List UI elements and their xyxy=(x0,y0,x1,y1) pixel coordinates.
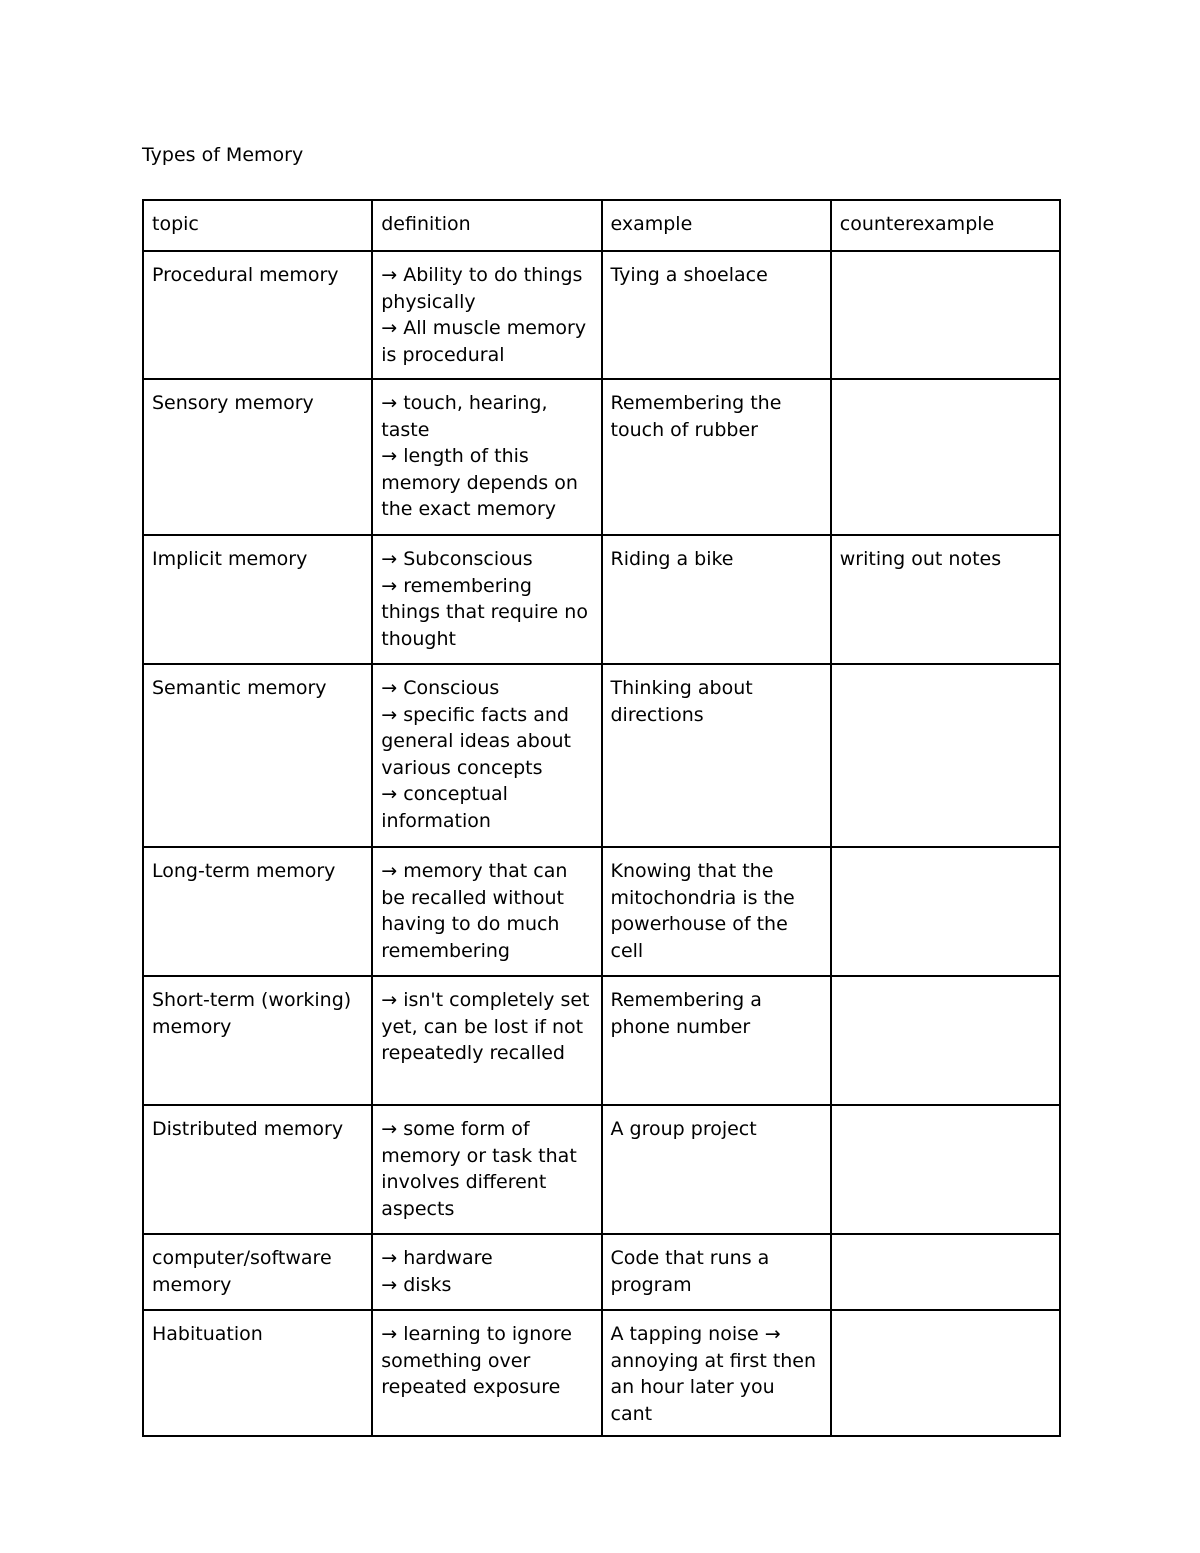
page-title: Types of Memory xyxy=(142,144,304,166)
memory-types-table xyxy=(142,199,1061,1437)
table-row xyxy=(143,535,1060,664)
counterexample-cell xyxy=(831,976,1060,1105)
definition-cell: → Ability to do things physically → All muscle memory is procedural xyxy=(372,251,601,379)
topic-cell: Long-term memory xyxy=(143,847,372,976)
example-cell: A tapping noise → annoying at first then an hour later you cant xyxy=(602,1310,831,1436)
example-cell: Riding a bike xyxy=(602,535,831,664)
counterexample-cell xyxy=(831,847,1060,976)
definition-cell: → touch, hearing, taste → length of this memory depends on the exact memory xyxy=(372,379,601,535)
example-cell: Tying a shoelace xyxy=(602,251,831,379)
header-topic: topic xyxy=(143,200,372,251)
example-cell: Remembering a phone number xyxy=(602,976,831,1105)
topic-cell: Implicit memory xyxy=(143,535,372,664)
table-row xyxy=(143,847,1060,976)
definition-cell: → learning to ignore something over repeated exposure xyxy=(372,1310,601,1436)
topic-cell: Semantic memory xyxy=(143,664,372,847)
table-row xyxy=(143,1234,1060,1310)
counterexample-cell xyxy=(831,1310,1060,1436)
counterexample-cell xyxy=(831,1105,1060,1234)
table-row xyxy=(143,1105,1060,1234)
counterexample-cell: writing out notes xyxy=(831,535,1060,664)
definition-cell: → Conscious → specific facts and general ideas about various concepts → conceptual information xyxy=(372,664,601,847)
definition-cell: → hardware → disks xyxy=(372,1234,601,1310)
header-definition: definition xyxy=(372,200,601,251)
example-cell: Knowing that the mitochondria is the powerhouse of the cell xyxy=(602,847,831,976)
table-header-row xyxy=(143,200,1060,251)
definition-cell: → Subconscious → remembering things that require no thought xyxy=(372,535,601,664)
table-row xyxy=(143,976,1060,1105)
counterexample-cell xyxy=(831,379,1060,535)
definition-cell: → isn't completely set yet, can be lost if not repeatedly recalled xyxy=(372,976,601,1105)
table-row xyxy=(143,1310,1060,1436)
example-cell: Code that runs a program xyxy=(602,1234,831,1310)
topic-cell: Habituation xyxy=(143,1310,372,1436)
example-cell: A group project xyxy=(602,1105,831,1234)
counterexample-cell xyxy=(831,664,1060,847)
topic-cell: Short-term (working) memory xyxy=(143,976,372,1105)
table-row xyxy=(143,664,1060,847)
table-row xyxy=(143,379,1060,535)
topic-cell: Distributed memory xyxy=(143,1105,372,1234)
counterexample-cell xyxy=(831,251,1060,379)
table-row xyxy=(143,251,1060,379)
definition-cell: → some form of memory or task that involves different aspects xyxy=(372,1105,601,1234)
counterexample-cell xyxy=(831,1234,1060,1310)
example-cell: Remembering the touch of rubber xyxy=(602,379,831,535)
example-cell: Thinking about directions xyxy=(602,664,831,847)
topic-cell: Sensory memory xyxy=(143,379,372,535)
definition-cell: → memory that can be recalled without having to do much remembering xyxy=(372,847,601,976)
header-example: example xyxy=(602,200,831,251)
topic-cell: Procedural memory xyxy=(143,251,372,379)
header-counterexample: counterexample xyxy=(831,200,1060,251)
topic-cell: computer/software memory xyxy=(143,1234,372,1310)
